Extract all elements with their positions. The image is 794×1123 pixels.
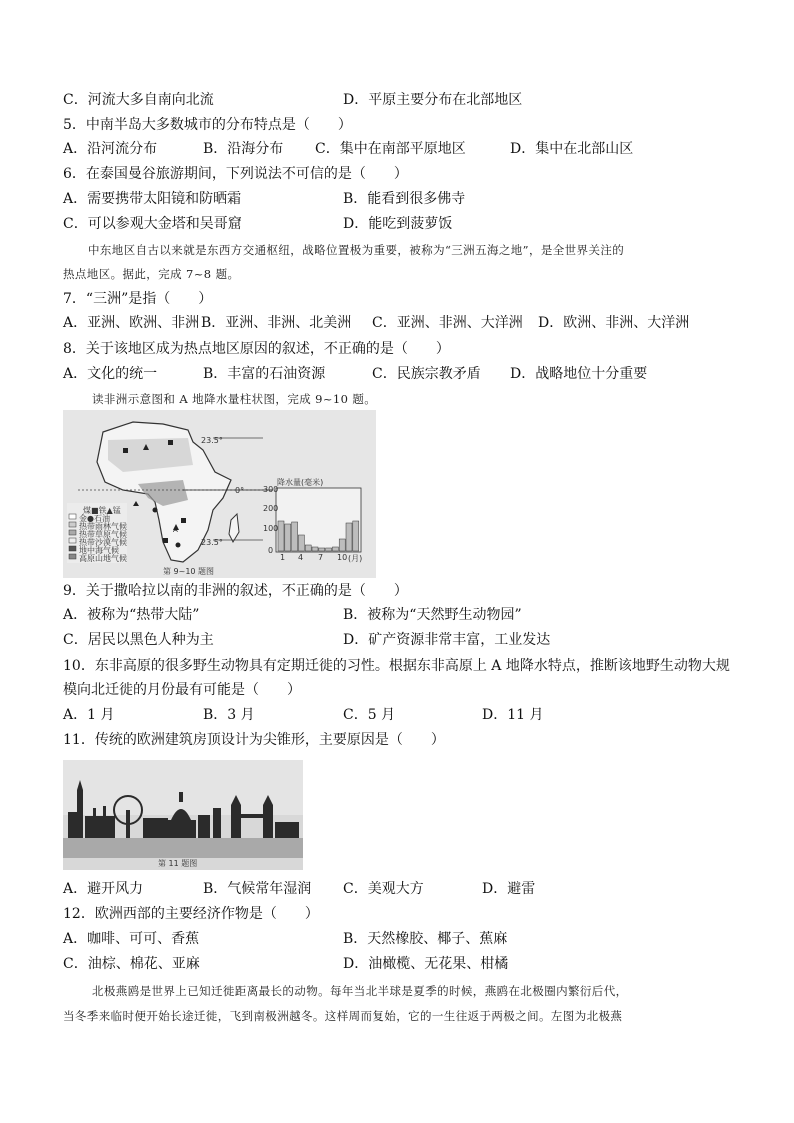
legend-label: 热带草原气候 xyxy=(79,530,127,539)
x-tick: 10 xyxy=(337,553,348,562)
intro-paragraph-line: 热点地区。据此，完成 7~8 题。 xyxy=(63,267,240,281)
question-10-stem: 10．东非高原的很多野生动物具有定期迁徙的习性。根据东非高原上 A 地降水特点，推断该地野生动物大规 xyxy=(63,658,730,674)
legend-label: 金●石油 xyxy=(79,514,110,523)
precip-bar xyxy=(326,548,332,551)
option-c: C．美观大方 xyxy=(343,881,424,897)
option-b: B．3 月 xyxy=(203,707,255,723)
option-d: D．集中在北部山区 xyxy=(510,141,634,157)
question-11-stem: 11．传统的欧洲建筑房顶设计为尖锥形，主要原因是（ ） xyxy=(63,732,445,748)
x-tick: 1 xyxy=(280,553,286,562)
legend-label: 热带沙漠气候 xyxy=(79,538,127,547)
legend-label: 热带雨林气候 xyxy=(79,522,127,531)
option-a: A．亚洲、欧洲、非洲 xyxy=(63,315,200,331)
x-tick: 4 xyxy=(298,553,304,562)
question-5-stem: 5．中南半岛大多数城市的分布特点是（ ） xyxy=(63,117,352,133)
precip-bar xyxy=(312,547,318,551)
option-d: D．油橄榄、无花果、柑橘 xyxy=(343,956,509,972)
option-c: C．亚洲、非洲、大洋洲 xyxy=(372,315,523,331)
intro-paragraph-line: 当冬季来临时便开始长途迁徙，飞到南极洲越冬。这样周而复始，它的一生往返于两极之间。左图为北极燕 xyxy=(63,1009,623,1023)
option-a: A．1 月 xyxy=(63,707,115,723)
precip-bar xyxy=(339,539,345,551)
svg-text:A: A xyxy=(173,526,178,534)
precip-bar xyxy=(285,524,291,551)
question-9-stem: 9．关于撒哈拉以南的非洲的叙述，不正确的是（ ） xyxy=(63,583,408,599)
option-b: B．被称为“天然野生动物园” xyxy=(343,607,522,623)
option-c: C．河流大多自南向北流 xyxy=(63,92,214,108)
y-tick: 100 xyxy=(263,524,279,533)
option-d: D．避雷 xyxy=(482,881,536,897)
tropic-south-label: 23.5° xyxy=(201,538,223,547)
precip-bar xyxy=(292,522,298,551)
option-d: D．战略地位十分重要 xyxy=(510,366,648,382)
option-d: D．矿产资源非常丰富，工业发达 xyxy=(343,632,551,648)
intro-paragraph-line: 读非洲示意图和 A 地降水量柱状图，完成 9~10 题。 xyxy=(92,392,377,406)
option-a: A．沿河流分布 xyxy=(63,141,158,157)
option-b: B．亚洲、非洲、北美洲 xyxy=(201,315,352,331)
option-a: A．咖啡、可可、香蕉 xyxy=(63,931,200,947)
legend-label: 地中海气候 xyxy=(79,546,119,555)
figure-caption: 第 11 题图 xyxy=(158,859,198,868)
option-c: C．油棕、棉花、亚麻 xyxy=(63,956,200,972)
x-unit: (月) xyxy=(348,554,363,563)
legend-label: 煤■铁▲锰 xyxy=(83,506,121,515)
option-b: B．气候常年湿润 xyxy=(203,881,312,897)
option-c: C．可以参观大金塔和吴哥窟 xyxy=(63,216,242,232)
africa-map-figure xyxy=(63,410,376,578)
chart-title: 降水量(毫米) xyxy=(277,478,324,487)
precip-bar xyxy=(332,547,338,551)
figure-caption: 第 9~10 题图 xyxy=(163,567,215,576)
option-b: B．丰富的石油资源 xyxy=(203,366,326,382)
option-d: D．欧洲、非洲、大洋洲 xyxy=(538,315,690,331)
intro-paragraph-line: 北极燕鸥是世界上已知迁徙距离最长的动物。每年当北半球是夏季的时候，燕鸥在北极圈内繁衍后代， xyxy=(92,984,628,998)
option-a: A．避开风力 xyxy=(63,881,144,897)
precip-bar xyxy=(305,545,311,551)
option-d: D．能吃到菠萝饭 xyxy=(343,216,453,232)
option-d: D．平原主要分布在北部地区 xyxy=(343,92,523,108)
option-a: A．需要携带太阳镜和防晒霜 xyxy=(63,191,242,207)
option-c: C．居民以黑色人种为主 xyxy=(63,632,214,648)
option-b: B．天然橡胶、椰子、蕉麻 xyxy=(343,931,508,947)
question-6-stem: 6．在泰国曼谷旅游期间，下列说法不可信的是（ ） xyxy=(63,166,408,182)
tropic-north-label: 23.5° xyxy=(201,436,223,445)
precipitation-chart xyxy=(276,488,361,552)
y-tick: 200 xyxy=(263,504,279,513)
precip-bar xyxy=(353,521,359,551)
option-b: B．沿海分布 xyxy=(203,141,284,157)
equator-label: 0° xyxy=(235,486,245,495)
precip-bar xyxy=(319,548,325,551)
option-a: A．文化的统一 xyxy=(63,366,158,382)
option-c: C．民族宗教矛盾 xyxy=(372,366,481,382)
question-10-stem-cont: 模向北迁徙的月份最有可能是（ ） xyxy=(63,682,301,698)
option-c: C．集中在南部平原地区 xyxy=(315,141,466,157)
option-a: A．被称为“热带大陆” xyxy=(63,607,200,623)
legend-label: 高原山地气候 xyxy=(79,554,127,563)
question-12-stem: 12．欧洲西部的主要经济作物是（ ） xyxy=(63,906,319,922)
precip-bar xyxy=(278,521,284,551)
y-tick: 300 xyxy=(263,485,279,494)
question-7-stem: 7．“三洲”是指（ ） xyxy=(63,291,213,307)
intro-paragraph-line: 中东地区自古以来就是东西方交通枢纽，战略位置极为重要，被称为“三洲五海之地”，是全世界关注的 xyxy=(88,243,625,257)
question-8-stem: 8．关于该地区成为热点地区原因的叙述，不正确的是（ ） xyxy=(63,341,450,357)
precip-bar xyxy=(298,535,304,551)
y-tick: 0 xyxy=(268,546,274,555)
option-b: B．能看到很多佛寺 xyxy=(343,191,466,207)
option-c: C．5 月 xyxy=(343,707,396,723)
option-d: D．11 月 xyxy=(482,707,544,723)
precip-bar xyxy=(346,523,352,551)
london-skyline-figure xyxy=(63,760,303,870)
x-tick: 7 xyxy=(318,553,324,562)
